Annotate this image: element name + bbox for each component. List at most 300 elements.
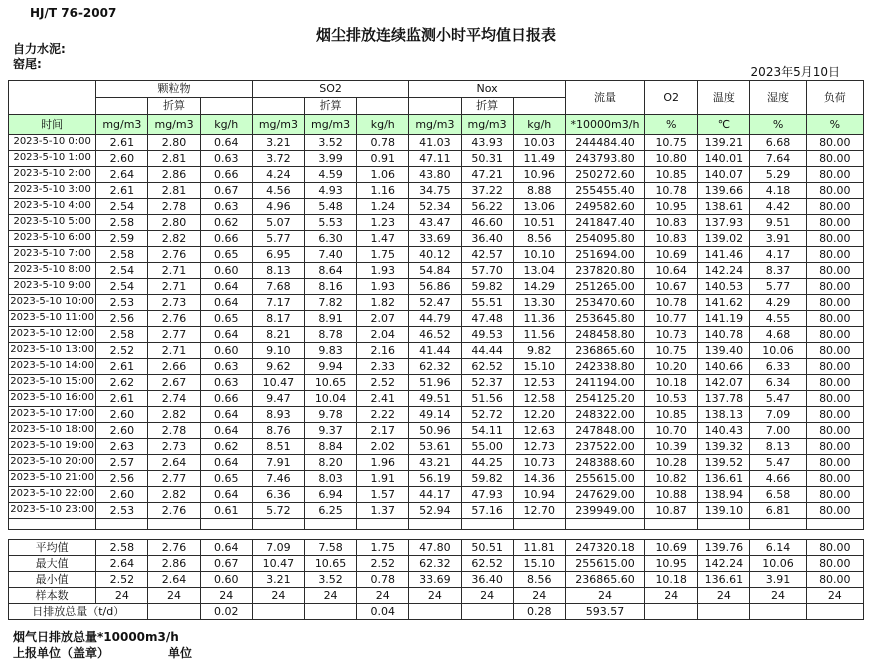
cell: 8.17 (252, 311, 304, 327)
header-pm-conv: 折算 (148, 98, 200, 115)
cell: 34.75 (409, 183, 461, 199)
cell: 24 (461, 588, 513, 604)
cell: 10.78 (645, 295, 698, 311)
cell: 2.76 (148, 311, 200, 327)
cell: 2.73 (148, 439, 200, 455)
cell: 14.36 (513, 471, 565, 487)
cell: 10.80 (645, 151, 698, 167)
cell: 10.18 (645, 572, 698, 588)
cell: 10.47 (252, 556, 304, 572)
monitor-location: 窑尾: (13, 57, 42, 71)
cell: 1.06 (357, 167, 409, 183)
cell: 10.51 (513, 215, 565, 231)
cell: 80.00 (806, 231, 863, 247)
cell: 2.66 (148, 359, 200, 375)
cell: 2.56 (96, 471, 148, 487)
cell: 140.66 (698, 359, 750, 375)
cell: 4.29 (750, 295, 806, 311)
cell: 14.29 (513, 279, 565, 295)
cell: 8.51 (252, 439, 304, 455)
cell: 139.32 (698, 439, 750, 455)
cell (750, 604, 806, 620)
cell: 10.75 (645, 135, 698, 151)
cell: 3.99 (304, 151, 356, 167)
cell: 13.30 (513, 295, 565, 311)
cell: 236865.60 (565, 343, 644, 359)
cell: 2.76 (148, 503, 200, 519)
cell: 4.24 (252, 167, 304, 183)
cell: 10.75 (645, 343, 698, 359)
gap-cell (304, 530, 356, 540)
cell: 80.00 (806, 183, 863, 199)
cell: 141.46 (698, 247, 750, 263)
cell: 10.73 (645, 327, 698, 343)
table-row (9, 295, 864, 311)
unit-so2-mg: mg/m3 (252, 115, 304, 135)
header-pm-raw-spacer (96, 98, 148, 115)
cell: 5.77 (252, 231, 304, 247)
header-nox-kgh-spacer (513, 98, 565, 115)
unit-pm-conv-mg: mg/m3 (148, 115, 200, 135)
company-name: 自力水泥: (13, 42, 66, 56)
summary-label: 最小值 (9, 572, 96, 588)
cell: 10.04 (304, 391, 356, 407)
unit-o2: % (645, 115, 698, 135)
time-cell: 2023-5-10 8:00 (9, 263, 96, 279)
cell: 8.93 (252, 407, 304, 423)
time-cell: 2023-5-10 4:00 (9, 199, 96, 215)
table-row (9, 375, 864, 391)
table-row (9, 279, 864, 295)
table-row (9, 487, 864, 503)
cell: 2.61 (96, 391, 148, 407)
cell: 24 (409, 588, 461, 604)
cell: 2.64 (96, 167, 148, 183)
cell: 251694.00 (565, 247, 644, 263)
cell: 80.00 (806, 359, 863, 375)
cell: 2.07 (357, 311, 409, 327)
gap-cell (200, 530, 252, 540)
cell: 9.82 (513, 343, 565, 359)
cell: 0.66 (200, 167, 252, 183)
cell: 138.13 (698, 407, 750, 423)
cell: 0.64 (200, 295, 252, 311)
cell: 55.51 (461, 295, 513, 311)
cell: 0.64 (200, 455, 252, 471)
cell: 55.00 (461, 439, 513, 455)
cell: 80.00 (806, 572, 863, 588)
cell: 8.88 (513, 183, 565, 199)
cell: 142.07 (698, 375, 750, 391)
header-so2-raw-spacer (252, 98, 304, 115)
cell: 46.52 (409, 327, 461, 343)
report-table (8, 80, 864, 620)
cell: 44.25 (461, 455, 513, 471)
time-cell: 2023-5-10 6:00 (9, 231, 96, 247)
header-pm-kgh-spacer (200, 98, 252, 115)
cell: 0.65 (200, 471, 252, 487)
cell: 1.93 (357, 279, 409, 295)
summary-row (9, 572, 864, 588)
empty-cell (409, 519, 461, 530)
cell: 2.53 (96, 503, 148, 519)
cell: 1.37 (357, 503, 409, 519)
cell: 6.34 (750, 375, 806, 391)
cell: 7.09 (252, 540, 304, 556)
cell: 2.60 (96, 151, 148, 167)
cell: 10.83 (645, 231, 698, 247)
cell: 2.82 (148, 407, 200, 423)
table-row (9, 183, 864, 199)
cell (698, 604, 750, 620)
cell: 44.44 (461, 343, 513, 359)
cell: 80.00 (806, 503, 863, 519)
cell: 1.57 (357, 487, 409, 503)
time-cell: 2023-5-10 10:00 (9, 295, 96, 311)
cell: 0.62 (200, 439, 252, 455)
unit-humidity: % (750, 115, 806, 135)
cell: 80.00 (806, 263, 863, 279)
cell: 2.71 (148, 343, 200, 359)
empty-cell (304, 519, 356, 530)
cell: 10.69 (645, 540, 698, 556)
table-row (9, 455, 864, 471)
cell: 0.64 (200, 135, 252, 151)
cell: 248388.60 (565, 455, 644, 471)
header-nox-raw-spacer (409, 98, 461, 115)
cell: 8.91 (304, 311, 356, 327)
cell: 43.80 (409, 167, 461, 183)
cell: 43.21 (409, 455, 461, 471)
cell: 59.82 (461, 471, 513, 487)
cell: 10.65 (304, 375, 356, 391)
cell: 139.02 (698, 231, 750, 247)
cell: 7.91 (252, 455, 304, 471)
cell: 15.10 (513, 556, 565, 572)
cell: 13.06 (513, 199, 565, 215)
cell: 2.60 (96, 487, 148, 503)
cell: 2.76 (148, 247, 200, 263)
cell: 43.47 (409, 215, 461, 231)
cell: 6.94 (304, 487, 356, 503)
cell: 7.17 (252, 295, 304, 311)
cell: 3.21 (252, 572, 304, 588)
cell: 4.18 (750, 183, 806, 199)
cell: 80.00 (806, 135, 863, 151)
cell: 6.36 (252, 487, 304, 503)
cell: 8.78 (304, 327, 356, 343)
cell: 9.78 (304, 407, 356, 423)
cell: 49.53 (461, 327, 513, 343)
cell: 2.82 (148, 487, 200, 503)
cell: 142.24 (698, 263, 750, 279)
table-row (9, 471, 864, 487)
cell: 0.64 (200, 279, 252, 295)
cell: 2.63 (96, 439, 148, 455)
cell: 13.04 (513, 263, 565, 279)
time-cell: 2023-5-10 1:00 (9, 151, 96, 167)
cell: 2.78 (148, 423, 200, 439)
unit-temp: ℃ (698, 115, 750, 135)
cell: 2.53 (96, 295, 148, 311)
cell: 6.33 (750, 359, 806, 375)
header-row-units (9, 115, 864, 135)
report-date: 2023年5月10日 (750, 65, 840, 79)
cell: 80.00 (806, 471, 863, 487)
cell: 0.64 (200, 487, 252, 503)
cell: 237522.00 (565, 439, 644, 455)
cell: 10.10 (513, 247, 565, 263)
time-cell: 2023-5-10 17:00 (9, 407, 96, 423)
cell: 54.11 (461, 423, 513, 439)
cell: 0.78 (357, 572, 409, 588)
cell: 24 (513, 588, 565, 604)
cell: 80.00 (806, 423, 863, 439)
cell: 80.00 (806, 487, 863, 503)
cell: 2.54 (96, 279, 148, 295)
gap-cell (409, 530, 461, 540)
cell: 8.84 (304, 439, 356, 455)
cell: 8.21 (252, 327, 304, 343)
data-body (9, 135, 864, 620)
cell: 0.28 (513, 604, 565, 620)
cell: 136.61 (698, 471, 750, 487)
cell: 251265.00 (565, 279, 644, 295)
empty-row (9, 519, 864, 530)
empty-cell (513, 519, 565, 530)
table-row (9, 407, 864, 423)
cell: 5.48 (304, 199, 356, 215)
cell: 12.20 (513, 407, 565, 423)
cell: 5.72 (252, 503, 304, 519)
cell: 9.94 (304, 359, 356, 375)
cell: 0.63 (200, 359, 252, 375)
gap-cell (96, 530, 148, 540)
cell: 241194.00 (565, 375, 644, 391)
cell (148, 604, 200, 620)
cell: 2.56 (96, 311, 148, 327)
cell: 2.60 (96, 423, 148, 439)
cell: 139.10 (698, 503, 750, 519)
cell: 56.19 (409, 471, 461, 487)
cell: 7.82 (304, 295, 356, 311)
cell: 0.66 (200, 231, 252, 247)
cell: 2.78 (148, 199, 200, 215)
cell: 137.93 (698, 215, 750, 231)
cell: 9.10 (252, 343, 304, 359)
cell: 44.17 (409, 487, 461, 503)
cell: 2.86 (148, 167, 200, 183)
cell: 10.03 (513, 135, 565, 151)
cell: 44.79 (409, 311, 461, 327)
cell: 33.69 (409, 572, 461, 588)
cell: 80.00 (806, 311, 863, 327)
cell: 140.53 (698, 279, 750, 295)
table-row (9, 247, 864, 263)
empty-cell (698, 519, 750, 530)
time-cell: 2023-5-10 7:00 (9, 247, 96, 263)
cell: 8.20 (304, 455, 356, 471)
cell: 50.51 (461, 540, 513, 556)
cell: 7.64 (750, 151, 806, 167)
cell: 10.18 (645, 375, 698, 391)
cell: 80.00 (806, 151, 863, 167)
page-title: 烟尘排放连续监测小时平均值日报表 (315, 26, 556, 44)
cell: 2.52 (357, 556, 409, 572)
cell: 8.37 (750, 263, 806, 279)
cell: 2.58 (96, 327, 148, 343)
cell: 253645.80 (565, 311, 644, 327)
cell: 12.70 (513, 503, 565, 519)
cell: 24 (252, 588, 304, 604)
cell: 1.96 (357, 455, 409, 471)
empty-cell (200, 519, 252, 530)
cell: 244484.40 (565, 135, 644, 151)
cell: 237820.80 (565, 263, 644, 279)
cell: 11.49 (513, 151, 565, 167)
summary-row (9, 556, 864, 572)
cell: 2.04 (357, 327, 409, 343)
cell: 10.96 (513, 167, 565, 183)
unit-pm-mg: mg/m3 (96, 115, 148, 135)
cell: 1.23 (357, 215, 409, 231)
cell: 4.59 (304, 167, 356, 183)
cell: 0.64 (200, 327, 252, 343)
cell: 2.74 (148, 391, 200, 407)
cell: 1.82 (357, 295, 409, 311)
flow-total-note: 烟气日排放总量*10000m3/h (13, 630, 179, 644)
empty-cell (645, 519, 698, 530)
cell: 9.83 (304, 343, 356, 359)
cell: 140.43 (698, 423, 750, 439)
cell: 2.02 (357, 439, 409, 455)
cell: 10.82 (645, 471, 698, 487)
cell: 52.94 (409, 503, 461, 519)
cell: 12.58 (513, 391, 565, 407)
time-cell: 2023-5-10 16:00 (9, 391, 96, 407)
time-cell: 2023-5-10 3:00 (9, 183, 96, 199)
cell: 2.73 (148, 295, 200, 311)
cell: 4.96 (252, 199, 304, 215)
cell (461, 604, 513, 620)
cell: 2.67 (148, 375, 200, 391)
cell: 4.66 (750, 471, 806, 487)
cell: 4.56 (252, 183, 304, 199)
cell: 10.95 (645, 199, 698, 215)
cell: 1.75 (357, 540, 409, 556)
cell: 138.61 (698, 199, 750, 215)
summary-row (9, 588, 864, 604)
cell: 10.87 (645, 503, 698, 519)
cell: 54.84 (409, 263, 461, 279)
time-cell: 2023-5-10 18:00 (9, 423, 96, 439)
cell: 62.52 (461, 556, 513, 572)
cell: 5.53 (304, 215, 356, 231)
cell: 2.86 (148, 556, 200, 572)
cell: 6.14 (750, 540, 806, 556)
cell: 139.66 (698, 183, 750, 199)
cell: 4.17 (750, 247, 806, 263)
cell: 2.59 (96, 231, 148, 247)
cell: 15.10 (513, 359, 565, 375)
unit-load: % (806, 115, 863, 135)
cell: 10.70 (645, 423, 698, 439)
cell: 47.93 (461, 487, 513, 503)
unit-nox-mg: mg/m3 (409, 115, 461, 135)
cell: 139.21 (698, 135, 750, 151)
cell: 52.47 (409, 295, 461, 311)
cell: 40.12 (409, 247, 461, 263)
cell: 6.95 (252, 247, 304, 263)
cell: 8.03 (304, 471, 356, 487)
time-cell: 2023-5-10 5:00 (9, 215, 96, 231)
cell: 50.96 (409, 423, 461, 439)
cell: 3.91 (750, 572, 806, 588)
cell: 139.52 (698, 455, 750, 471)
cell: 24 (698, 588, 750, 604)
table-row (9, 343, 864, 359)
cell: 10.06 (750, 343, 806, 359)
cell: 62.52 (461, 359, 513, 375)
cell: 7.58 (304, 540, 356, 556)
cell: 5.07 (252, 215, 304, 231)
cell: 12.73 (513, 439, 565, 455)
cell: 10.06 (750, 556, 806, 572)
header-group-so2: SO2 (252, 81, 409, 98)
empty-cell (461, 519, 513, 530)
summary-label: 样本数 (9, 588, 96, 604)
cell: 2.54 (96, 263, 148, 279)
cell (409, 604, 461, 620)
cell: 2.16 (357, 343, 409, 359)
cell: 2.64 (148, 455, 200, 471)
cell: 136.61 (698, 572, 750, 588)
cell: 2.80 (148, 135, 200, 151)
cell: 0.64 (200, 407, 252, 423)
cell: 0.65 (200, 311, 252, 327)
cell: 4.68 (750, 327, 806, 343)
unit-so2-conv-mg: mg/m3 (304, 115, 356, 135)
cell: 5.77 (750, 279, 806, 295)
gap-cell (252, 530, 304, 540)
time-cell: 2023-5-10 9:00 (9, 279, 96, 295)
cell: 7.09 (750, 407, 806, 423)
unit-flow: *10000m3/h (565, 115, 644, 135)
cell: 2.82 (148, 231, 200, 247)
table-row (9, 151, 864, 167)
cell: 24 (645, 588, 698, 604)
time-cell: 2023-5-10 23:00 (9, 503, 96, 519)
cell: 80.00 (806, 455, 863, 471)
cell: 12.53 (513, 375, 565, 391)
cell: 53.61 (409, 439, 461, 455)
cell: 8.76 (252, 423, 304, 439)
cell: 24 (96, 588, 148, 604)
unit-label: 单位 (168, 646, 193, 660)
header-o2: O2 (645, 81, 698, 115)
cell: 6.30 (304, 231, 356, 247)
cell: 138.94 (698, 487, 750, 503)
cell: 6.58 (750, 487, 806, 503)
cell: 593.57 (565, 604, 644, 620)
empty-cell (148, 519, 200, 530)
cell: 0.63 (200, 199, 252, 215)
total-row (9, 604, 864, 620)
cell: 248458.80 (565, 327, 644, 343)
cell (806, 604, 863, 620)
gap-cell (9, 530, 96, 540)
report-unit-label: 上报单位（盖章） (13, 646, 110, 660)
